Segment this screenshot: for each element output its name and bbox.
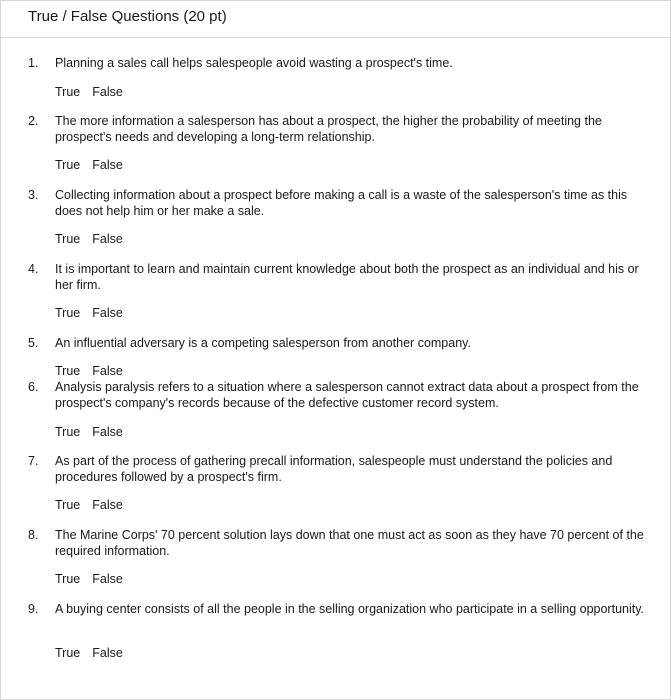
answer-options — [55, 571, 123, 587]
true-option[interactable]: True — [55, 306, 81, 320]
false-option[interactable]: False — [92, 158, 123, 172]
false-option[interactable]: False — [92, 498, 123, 512]
question-text: The more information a salesperson has about a prospect, the higher the probability of meeting the prospect's needs and developing a long-term relationship. — [55, 114, 602, 144]
true-option[interactable]: True — [55, 646, 81, 660]
true-option[interactable]: True — [55, 364, 81, 378]
question-number: 3. — [28, 188, 39, 202]
question-number: 9. — [28, 602, 39, 616]
true-option[interactable]: True — [55, 232, 81, 246]
true-option[interactable]: True — [55, 425, 81, 439]
false-option[interactable]: False — [92, 232, 123, 246]
answer-options — [55, 305, 123, 321]
answer-options — [55, 497, 123, 513]
answer-options — [55, 231, 123, 247]
false-option[interactable]: False — [92, 364, 123, 378]
answer-options — [55, 424, 123, 440]
question-number: 6. — [28, 380, 39, 394]
question-number: 5. — [28, 336, 39, 350]
question-number: 8. — [28, 528, 39, 542]
question-text: Analysis paralysis refers to a situation where a salesperson cannot extract data about a prospect from the prospect's company's records because of the defective customer record system. — [55, 380, 639, 410]
answer-options — [55, 157, 123, 173]
question-text: It is important to learn and maintain current knowledge about both the prospect as an individual and his or her firm. — [55, 262, 639, 292]
true-option[interactable]: True — [55, 85, 81, 99]
question-text: As part of the process of gathering precall information, salespeople must understand the policies and procedures followed by a prospect's firm. — [55, 454, 613, 484]
question-number: 2. — [28, 114, 39, 128]
title-divider — [0, 37, 671, 38]
true-option[interactable]: True — [55, 158, 81, 172]
true-option[interactable]: True — [55, 498, 81, 512]
question-number: 1. — [28, 56, 39, 70]
answer-options — [55, 84, 123, 100]
false-option[interactable]: False — [92, 572, 123, 586]
answer-options — [55, 645, 123, 661]
question-text: Planning a sales call helps salespeople avoid wasting a prospect's time. — [55, 56, 453, 70]
section-title: True / False Questions (20 pt) — [28, 8, 227, 25]
false-option[interactable]: False — [92, 646, 123, 660]
question-text: An influential adversary is a competing salesperson from another company. — [55, 336, 471, 350]
question-text: The Marine Corps' 70 percent solution lays down that one must act as soon as they have 70 percent of the required information. — [55, 528, 644, 558]
question-number: 7. — [28, 454, 39, 468]
question-text: Collecting information about a prospect before making a call is a waste of the salesperson's time as this does not help him or her make a sale. — [55, 188, 628, 218]
false-option[interactable]: False — [92, 425, 123, 439]
true-option[interactable]: True — [55, 572, 81, 586]
false-option[interactable]: False — [92, 85, 123, 99]
question-text: A buying center consists of all the people in the selling organization who participate in a selling opportunity. — [55, 602, 645, 616]
answer-options — [55, 363, 123, 379]
false-option[interactable]: False — [92, 306, 123, 320]
question-number: 4. — [28, 262, 39, 276]
